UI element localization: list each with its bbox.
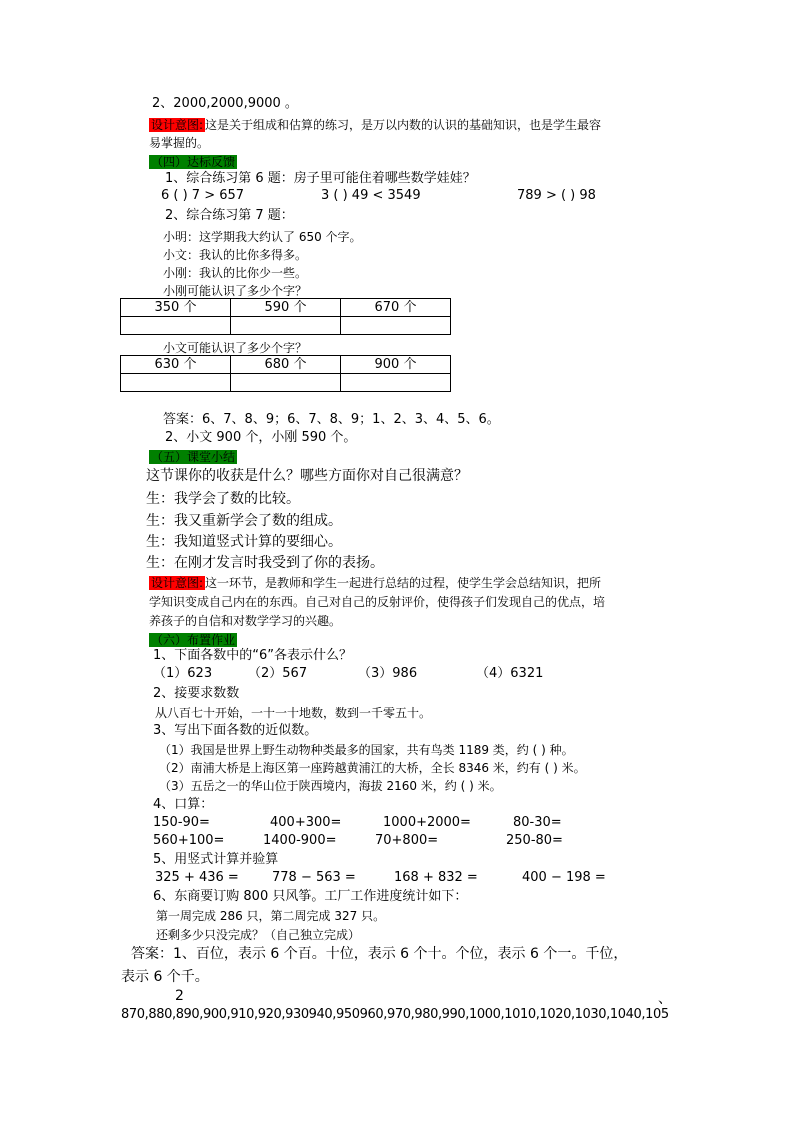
question-1-title: 1、综合练习第 6 题：房子里可能住着哪些数学娃娃？ [165,171,476,186]
section-heading-5: （五）课堂小结 [151,450,236,464]
design-intent-1-cont: 易掌握的。 [149,136,210,150]
question-1-items [161,188,596,204]
homework-6-title: 6、东商要订购 800 只风筝。工厂工作进度统计如下： [153,889,468,904]
table-cell: 680 个 [231,356,341,374]
dialogue-line: 小明：这学期我大约认了 650 个字。 [163,230,362,244]
question-line: 小文可能认识了多少个字？ [163,341,308,355]
design-intent-text: 这一环节，是教师和学生一起进行总结的过程，使学生学会总结知识，把所 [205,576,602,590]
hw1-item: （3）986 [358,666,418,681]
oral-problem: 250-80= [506,833,563,848]
dialogue-line: 小文：我认的比你多得多。 [163,248,308,262]
table-cell-empty [121,317,231,335]
table-cell-empty [341,374,451,392]
student-line: 生：我知道竖式计算的要细心。 [146,534,342,550]
homework-5-title: 5、用竖式计算并验算 [153,852,279,867]
design-intent-text: 这是关于组成和估算的练习，是万以内数的认识的基础知识，也是学生最容 [205,118,602,132]
calc-problem: 168 + 832 = [394,870,478,885]
table-cell-empty [231,374,341,392]
answer-table-2 [120,355,451,392]
student-line: 生：我又重新学会了数的组成。 [146,513,342,529]
hw1-item: （2）567 [248,666,308,681]
table-cell: 900 个 [341,356,451,374]
answer-line: 表示 6 个千。 [121,969,209,985]
q1-item-b: 3 ( ) 49 < 3549 [321,188,421,203]
homework-2-line: 从八百七十开始，一十一十地数，数到一千零五十。 [155,706,432,720]
homework-3-title: 3、写出下面各数的近似数。 [153,723,318,738]
design-intent-2 [149,575,601,591]
answer-table-1 [120,298,451,335]
student-line: 生：我学会了数的比较。 [146,491,300,507]
answer-line: 2、小文 900 个，小刚 590 个。 [165,430,357,445]
table-cell: 350 个 [121,299,231,317]
answer-number: 2 [175,988,184,1004]
homework-1-title: 1、下面各数中的“6”各表示什么？ [153,648,353,663]
homework-3-item: （2）南浦大桥是上海区第一座跨越黄浦江的大桥，全长 8346 米，约有 ( ) 米。 [159,761,586,775]
table-cell-empty [121,374,231,392]
calc-problem: 400 − 198 = [522,870,606,885]
summary-question: 这节课你的收获是什么？哪些方面你对自己很满意？ [146,468,468,484]
table-cell-empty [231,317,341,335]
oral-problem: 1400-900= [263,833,337,848]
homework-3-item: （1）我国是世界上野生动物种类最多的国家，共有鸟类 1189 类，约 ( ) 种。 [159,743,574,757]
exercise-answer-line: 2、2000,2000,9000 。 [152,96,298,111]
calc-problem: 325 + 436 = [155,870,239,885]
table-cell-empty [341,317,451,335]
q1-item-a: 6 ( ) 7 > 657 [161,188,245,203]
hw1-item: （1）623 [153,666,213,681]
design-intent-tag: 设计意图: [151,118,204,132]
oral-problem: 1000+2000= [383,815,471,830]
q1-item-c: 789 > ( ) 98 [517,188,596,203]
calc-problem: 778 − 563 = [272,870,356,885]
design-intent-1 [149,117,601,133]
homework-2-title: 2、接要求数数 [153,686,240,701]
homework-1-items [153,666,543,682]
answer-separator: 、 [658,991,672,1007]
dialogue-line: 小刚：我认的比你少一些。 [163,266,308,280]
design-intent-2-cont: 学知识变成自己内在的东西。自己对自己的反射评价，使得孩子们发现自己的优点，培 [149,595,606,609]
oral-problem: 560+100= [153,833,225,848]
table-cell: 670 个 [341,299,451,317]
homework-4-title: 4、口算： [153,797,214,812]
homework-6-line: 还剩多少只没完成？（自己独立完成） [156,928,361,942]
oral-problem: 70+800= [375,833,439,848]
section-heading-4: （四）达标反馈 [151,155,236,169]
design-intent-tag: 设计意图: [151,576,204,590]
oral-problem: 400+300= [270,815,342,830]
student-line: 生：在刚才发言时我受到了你的表扬。 [146,555,384,571]
table-cell: 630 个 [121,356,231,374]
table-cell: 590 个 [231,299,341,317]
question-2-title: 2、综合练习第 7 题： [165,208,294,223]
oral-problem: 150-90= [153,815,210,830]
oral-row-2 [153,833,563,849]
design-intent-2-cont: 养孩子的自信和对数学学习的兴趣。 [149,614,342,628]
oral-row-1 [153,815,562,831]
question-line: 小刚可能认识了多少个字？ [163,284,308,298]
vertical-calc-row [155,870,606,886]
hw1-item: （4）6321 [476,666,544,681]
answer-line: 答案：1、百位，表示 6 个百。十位，表示 6 个十。个位，表示 6 个一。千位， [131,946,628,962]
section-heading-6: （六）布置作业 [151,633,236,647]
homework-6-line: 第一周完成 286 只，第二周完成 327 只。 [156,909,386,923]
counting-sequence: 870,880,890,900,910,920,930940,950960,970,980,990,1000,1010,1020,1030,1040,105 [121,1007,669,1022]
answer-line: 答案：6、7、8、9；6、7、8、9；1、2、3、4、5、6。 [163,412,500,427]
oral-problem: 80-30= [513,815,562,830]
homework-3-item: （3）五岳之一的华山位于陕西境内，海拔 2160 米，约 ( ) 米。 [159,779,502,793]
